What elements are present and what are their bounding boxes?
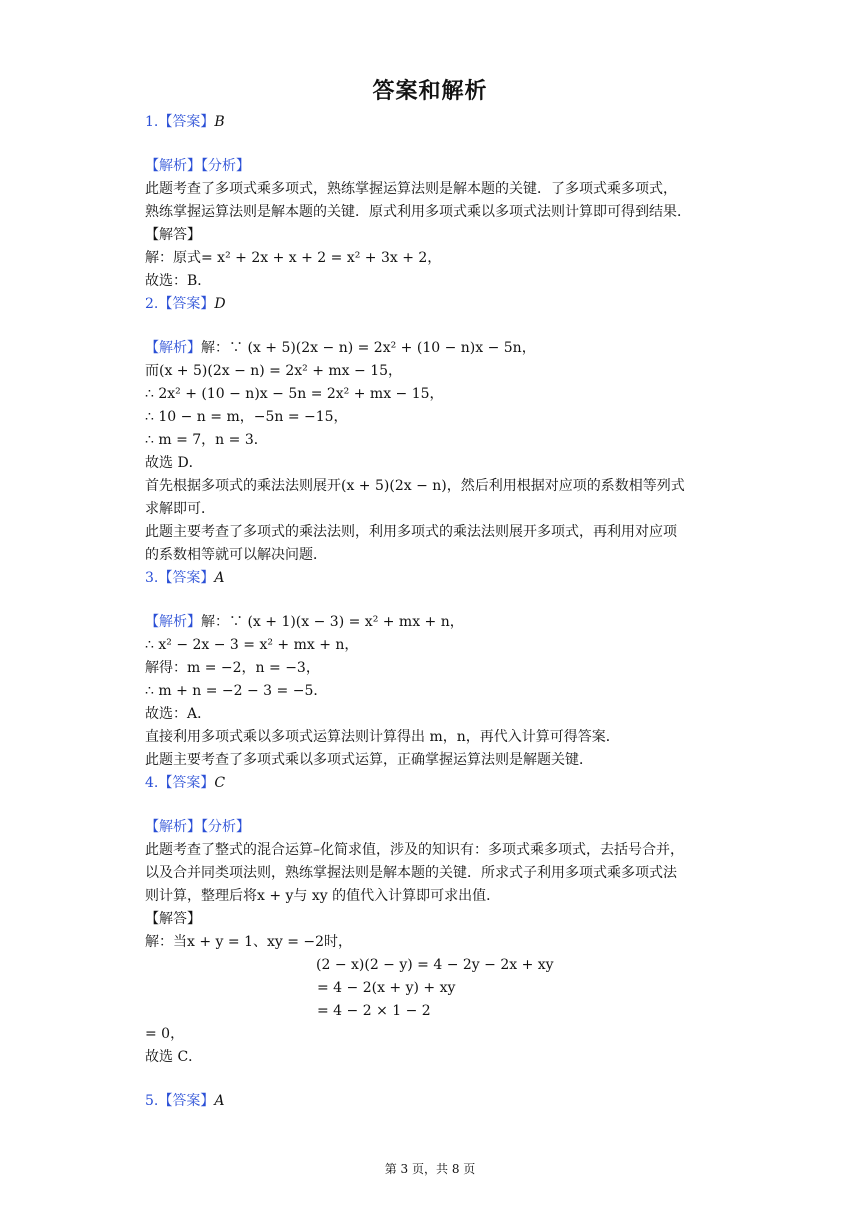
q2-line-2: ∴ 2x² + (10 − n)x − 5n = 2x² + mx − 15， (145, 386, 444, 402)
q3-analysis-first-line (145, 611, 725, 634)
q1-answer-label: 1.【答案】 (145, 114, 215, 130)
q1-analysis-line-1: 此题考查了多项式乘多项式，熟练掌握运算法则是解本题的关键．了多项式乘多项式， (145, 181, 677, 197)
q3-line-3: ∴ m + n = −2 − 3 = −5． (145, 683, 328, 699)
q2-analysis-label: 【解析】 (145, 340, 201, 356)
q2-line-8: 此题主要考查了多项式的乘法法则，利用多项式的乘法法则展开多项式，再利用对应项 (145, 524, 677, 540)
q4-answer-line (145, 772, 725, 795)
q4-step-1: (2 − x)(2 − y) = 4 − 2y − 2x + xy (316, 957, 554, 973)
q5-answer: A (214, 1093, 225, 1109)
q2-line-4: ∴ m = 7，n = 3． (145, 432, 268, 448)
q1-analysis-line-2: 熟练掌握运算法则是解本题的关键．原式利用多项式乘以多项式法则计算即可得到结果． (145, 204, 691, 220)
q2-line-3: ∴ 10 − n = m，−5n = −15， (145, 409, 348, 425)
q4-result: = 0， (145, 1026, 185, 1042)
q2-first-line: 解：∵ (x + 5)(2x − n) = 2x² + (10 − n)x − 5n， (201, 340, 536, 356)
document-body (145, 111, 725, 1113)
q3-first-line: 解：∵ (x + 1)(x − 3) = x² + mx + n， (201, 614, 464, 630)
q4-analysis-line-3: 则计算，整理后将x + y与 xy 的值代入计算即可求出值． (145, 888, 501, 904)
q3-line-1: ∴ x² − 2x − 3 = x² + mx + n， (145, 637, 359, 653)
q2-line-5: 故选 D． (145, 455, 203, 471)
q4-answer-label: 4.【答案】 (145, 775, 215, 791)
q1-analysis-label: 【解析】【分析】 (145, 158, 250, 174)
q4-solution-label: 【解答】 (145, 911, 201, 927)
q3-analysis-label: 【解析】 (145, 614, 201, 630)
q1-solution-line-2: 故选：B． (145, 273, 212, 289)
q4-choice: 故选 C． (145, 1049, 203, 1065)
q4-step-3: = 4 − 2 × 1 − 2 (317, 1003, 431, 1019)
q4-step-2: = 4 − 2(x + y) + xy (317, 980, 456, 996)
page-title: 答案和解析 (372, 79, 488, 104)
q3-line-5: 直接利用多项式乘以多项式运算法则计算得出 m，n，再代入计算可得答案． (145, 729, 620, 745)
q3-answer-line (145, 567, 725, 590)
q2-answer-line (145, 293, 725, 316)
q4-analysis-line-1: 此题考查了整式的混合运算–化简求值，涉及的知识有：多项式乘多项式，去括号合并， (145, 842, 684, 858)
q3-answer: A (214, 570, 225, 586)
q2-line-7: 求解即可． (145, 501, 215, 517)
q4-solution-intro: 解：当x + y = 1、xy = −2时， (145, 934, 353, 950)
q4-answer: C (214, 775, 226, 791)
q3-line-2: 解得：m = −2，n = −3， (145, 660, 320, 676)
q2-line-9: 的系数相等就可以解决问题． (145, 547, 327, 563)
page-footer: 第 3 页，共 8 页 (384, 1162, 476, 1176)
q1-solution-label: 【解答】 (145, 227, 201, 243)
q5-answer-label: 5.【答案】 (145, 1093, 215, 1109)
q1-answer: B (214, 114, 225, 130)
q1-answer-line (145, 111, 725, 134)
q2-answer-label: 2.【答案】 (145, 296, 215, 312)
q5-answer-line (145, 1090, 725, 1113)
q4-analysis-line-2: 以及合并同类项法则，熟练掌握法则是解本题的关键．所求式子利用多项式乘多项式法 (145, 865, 677, 881)
q3-answer-label: 3.【答案】 (145, 570, 215, 586)
q4-analysis-label: 【解析】【分析】 (145, 819, 250, 835)
q2-line-6: 首先根据多项式的乘法法则展开(x + 5)(2x − n)，然后利用根据对应项的系数相等列式 (145, 478, 685, 494)
q1-solution-line-1: 解：原式= x² + 2x + x + 2 = x² + 3x + 2， (145, 250, 442, 266)
q2-line-1: 而(x + 5)(2x − n) = 2x² + mx − 15， (145, 363, 403, 379)
q3-line-6: 此题主要考查了多项式乘以多项式运算，正确掌握运算法则是解题关键． (145, 752, 593, 768)
q3-line-4: 故选：A． (145, 706, 212, 722)
q2-analysis-first-line (145, 337, 725, 360)
q2-answer: D (214, 296, 226, 312)
